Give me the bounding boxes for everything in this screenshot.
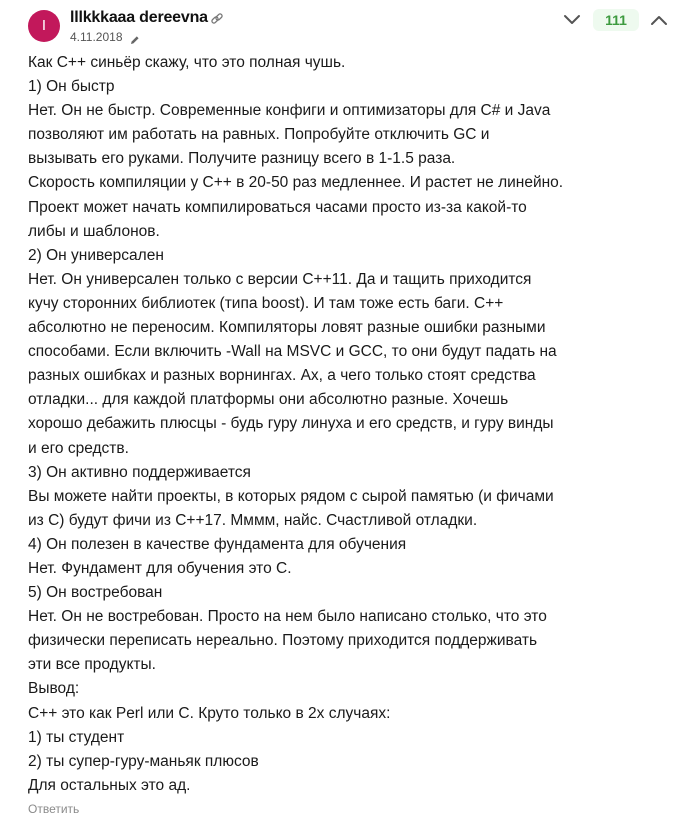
comment-line: 2) Он универсален — [28, 246, 164, 264]
comment-line: Нет. Фундамент для обучения это С. — [28, 559, 292, 577]
comment-line: эти все продукты. — [28, 656, 156, 674]
comment-line: Вывод: — [28, 680, 80, 698]
comment-line: 3) Он активно поддерживается — [28, 463, 251, 481]
comment-line: Для остальных это ад. — [28, 776, 191, 794]
comment-line: Вы можете найти проекты, в которых рядом с сырой памятью (и фичами — [28, 487, 554, 505]
comment-line: 1) ты студент — [28, 728, 125, 746]
comment-header — [0, 0, 699, 50]
comment-line: Нет. Он универсален только с версии С++11. Да и тащить приходится — [28, 270, 532, 288]
comment-line: Скорость компиляции у С++ в 20-50 раз медленнее. И растет не линейно. — [28, 174, 564, 192]
author-name[interactable]: lllkkkaaa dereevna — [70, 9, 208, 26]
comment-line: либы и шаблонов. — [28, 222, 160, 240]
comment-line: хорошо дебажить плюсцы - будь гуру линуха и его средств, и гуру винды — [28, 415, 554, 433]
comment-line: 2) ты супер-гуру-маньяк плюсов — [28, 752, 259, 770]
comment-line: 5) Он востребован — [28, 584, 163, 602]
comment-line: разных ошибках и разных ворнингах. Ах, а чего только стоят средства — [28, 367, 536, 385]
comment-line: позволяют им работать на равных. Попробуйте отключить GC и — [28, 126, 490, 144]
comment-line: из С) будут фичи из С++17. Мммм, найс. Счастливой отладки. — [28, 511, 478, 529]
comment-line: Нет. Он не быстр. Современные конфиги и оптимизаторы для C# и Java — [28, 102, 551, 120]
comment-line: 4) Он полезен в качестве фундамента для обучения — [28, 535, 407, 553]
comment-line: способами. Если включить -Wall на MSVC и GCC, то они будут падать на — [28, 343, 557, 361]
comment-line: и его средств. — [28, 439, 129, 457]
chevron-up-icon[interactable] — [649, 10, 669, 30]
comment-line: кучу сторонних библиотек (типа boost). И там тоже есть баги. С++ — [28, 294, 504, 312]
comment-line: Как С++ синьёр скажу, что это полная чушь. — [28, 54, 346, 71]
comment-line: вызывать его руками. Получите разницу всего в 1-1.5 раза. — [28, 150, 456, 168]
chevron-down-icon[interactable] — [562, 10, 582, 30]
comment-line: абсолютно не переносим. Компиляторы ловят разные ошибки разными — [28, 319, 546, 337]
link-icon[interactable] — [210, 12, 224, 26]
pencil-icon — [130, 32, 140, 42]
comment-line: Нет. Он не востребован. Просто на нем было написано столько, что это — [28, 608, 547, 626]
comment-date[interactable]: 4.11.2018 — [70, 30, 123, 44]
reply-button[interactable]: Ответить — [28, 802, 80, 816]
comment-line: 1) Он быстр — [28, 78, 115, 96]
comment-line: С++ это как Perl или C. Круто только в 2х случаях: — [28, 704, 391, 722]
comment-body — [28, 51, 668, 798]
comment-line: отладки... для каждой платформы они абсолютно разные. Хочешь — [28, 391, 509, 409]
comment-line: физически переписать нереально. Поэтому приходится поддерживать — [28, 632, 538, 650]
score-badge: 111 — [593, 9, 639, 31]
avatar[interactable]: I — [28, 10, 60, 42]
comment-line: Проект может начать компилироваться часами просто из-за какой-то — [28, 198, 527, 216]
